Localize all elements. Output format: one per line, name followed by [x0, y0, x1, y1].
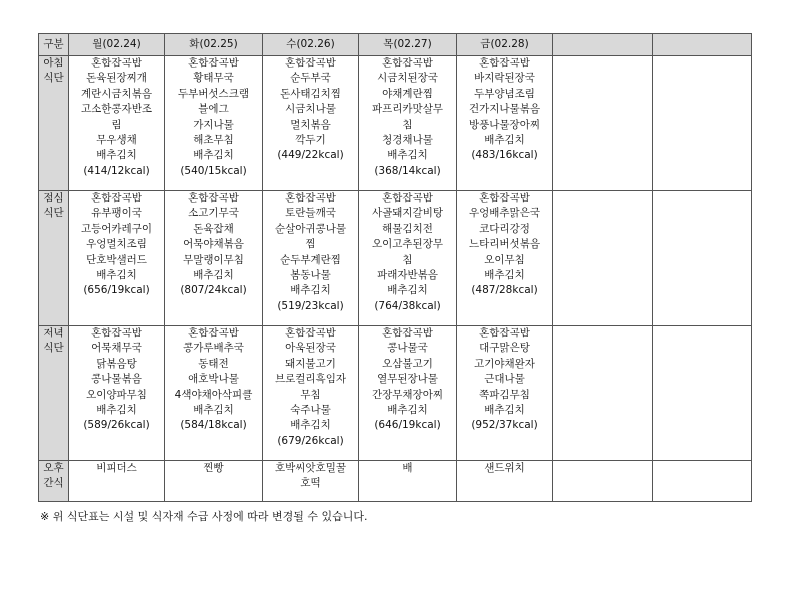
menu-item: 혼합잡곡밥 [479, 57, 530, 69]
menu-item: 배추김치 [290, 284, 331, 297]
header-corner: 구분 [39, 34, 69, 56]
menu-item: 어묵야채볶음 [183, 238, 244, 251]
menu-item: 해물김치전 [382, 222, 433, 235]
menu-item: 가지나물 [193, 118, 234, 131]
menu-item: 혼합잡곡밥 [382, 57, 433, 69]
menu-item: 혼합잡곡밥 [188, 192, 239, 204]
snack-item: 비피더스 [96, 462, 137, 474]
menu-item: 느타리버섯볶음 [468, 238, 540, 251]
snack-empty-2 [653, 461, 752, 502]
menu-item: 해초무침 [193, 134, 234, 147]
menu-item: 순살아귀콩나물 [274, 222, 346, 235]
menu-item: 배추김치 [484, 269, 525, 282]
menu-item: 혼합잡곡밥 [91, 57, 142, 69]
snack-wed [263, 461, 359, 502]
menu-item: 혼합잡곡밥 [91, 192, 142, 204]
menu-item: 바지락된장국 [474, 72, 535, 85]
menu-item: 배추김치 [96, 404, 137, 417]
header-row [39, 34, 752, 56]
menu-item: 순두부계란찜 [280, 253, 341, 266]
menu-item: 혼합잡곡밥 [285, 192, 336, 204]
menu-item: 혼합잡곡밥 [285, 327, 336, 339]
menu-item: 오이양파무침 [86, 388, 147, 401]
menu-item: 토란들깨국 [285, 207, 336, 220]
menu-item: 두부버섯스크램 [177, 87, 249, 100]
header-day-fri: 금(02.28) [457, 34, 553, 56]
menu-item: (807/24kcal) [180, 284, 247, 297]
menu-item: 멸치볶음 [290, 118, 331, 131]
menu-item: 오이무침 [484, 253, 525, 266]
menu-item: (368/14kcal) [374, 164, 441, 177]
menu-item: 배추김치 [193, 404, 234, 417]
breakfast-wed [263, 56, 359, 191]
menu-item: (449/22kcal) [277, 149, 344, 162]
menu-item: (519/23kcal) [277, 299, 344, 312]
menu-item: 돈사태김치찜 [280, 87, 341, 100]
menu-item: 배추김치 [387, 404, 428, 417]
menu-item: 배추김치 [290, 419, 331, 432]
menu-item: 열무된장나물 [377, 373, 438, 386]
snack-fri [457, 461, 553, 502]
menu-item: 혼합잡곡밥 [188, 57, 239, 69]
breakfast-label: 아침 식단 [39, 56, 69, 191]
menu-item: 무우생채 [96, 134, 137, 147]
breakfast-fri [457, 56, 553, 191]
menu-item: 시금치된장국 [377, 72, 438, 85]
menu-item: 고기야채완자 [474, 357, 535, 370]
menu-item: 찜 [305, 238, 316, 251]
snack-mon [69, 461, 165, 502]
dinner-label: 저녁 식단 [39, 326, 69, 461]
menu-item: 침 [402, 253, 413, 266]
lunch-mon [69, 191, 165, 326]
menu-item: 근대나물 [484, 373, 525, 386]
menu-item: (679/26kcal) [277, 434, 344, 447]
dinner-mon [69, 326, 165, 461]
snack-thu [359, 461, 457, 502]
dinner-wed [263, 326, 359, 461]
menu-item: 파래자반볶음 [377, 269, 438, 282]
menu-item: 혼합잡곡밥 [188, 327, 239, 339]
header-empty-2 [653, 34, 752, 56]
menu-item: 야채계란찜 [382, 87, 433, 100]
menu-item: 동태전 [198, 357, 229, 370]
header-day-mon: 월(02.24) [69, 34, 165, 56]
snack-item: 호박씨앗호밀꿀 [274, 462, 346, 474]
dinner-tue [165, 326, 263, 461]
menu-item: 침 [402, 118, 413, 131]
menu-item: 무침 [300, 388, 321, 401]
menu-item: 아욱된장국 [285, 342, 336, 355]
menu-item: 유부팽이국 [91, 207, 142, 220]
dinner-thu [359, 326, 457, 461]
menu-item: 소고기무국 [188, 207, 239, 220]
menu-item: 계란시금치볶음 [80, 87, 152, 100]
menu-item: 브로컬리흑임자 [274, 373, 346, 386]
menu-item: (589/26kcal) [83, 419, 150, 432]
menu-item: 돈육잡채 [193, 222, 234, 235]
menu-item: 청경채나물 [382, 134, 433, 147]
breakfast-mon [69, 56, 165, 191]
dinner-fri [457, 326, 553, 461]
footnote: ※ 위 식단표는 시설 및 식자재 수급 사정에 따라 변경될 수 있습니다. [40, 510, 368, 523]
menu-item: 콩나물볶음 [91, 373, 142, 386]
dinner-row [39, 326, 752, 461]
menu-item: 배추김치 [193, 269, 234, 282]
snack-empty-1 [553, 461, 653, 502]
snack-item: 샌드위치 [484, 462, 525, 474]
menu-item: (646/19kcal) [374, 419, 441, 432]
menu-item: 순두부국 [290, 72, 331, 85]
menu-item: 두부양념조림 [474, 87, 535, 100]
dinner-empty-1 [553, 326, 653, 461]
lunch-row [39, 191, 752, 326]
breakfast-row [39, 56, 752, 191]
menu-item: 배추김치 [193, 149, 234, 162]
menu-item: 단호박샐러드 [86, 253, 147, 266]
lunch-empty-1 [553, 191, 653, 326]
menu-item: 혼합잡곡밥 [479, 192, 530, 204]
snack-item: 찐빵 [203, 462, 224, 474]
menu-item: (414/12kcal) [83, 164, 150, 177]
lunch-tue [165, 191, 263, 326]
snack-tue [165, 461, 263, 502]
menu-item: 배추김치 [387, 284, 428, 297]
lunch-thu [359, 191, 457, 326]
menu-item: 닭볶음탕 [96, 357, 137, 370]
menu-item: 오이고추된장무 [371, 238, 443, 251]
lunch-label: 점심 식단 [39, 191, 69, 326]
menu-item: 숙주나물 [290, 404, 331, 417]
menu-item: 혼합잡곡밥 [382, 327, 433, 339]
menu-item: 배추김치 [96, 269, 137, 282]
menu-item: 고등어카레구이 [80, 222, 152, 235]
breakfast-tue [165, 56, 263, 191]
menu-item: (487/28kcal) [471, 284, 538, 297]
menu-item: 콩나물국 [387, 342, 428, 355]
menu-item: 림 [111, 118, 122, 131]
menu-item: 코다리강정 [479, 222, 530, 235]
menu-item: (584/18kcal) [180, 419, 247, 432]
snack-label: 오후 간식 [39, 461, 69, 502]
lunch-wed [263, 191, 359, 326]
menu-item: 건가지나물볶음 [468, 103, 540, 116]
header-day-thu: 목(02.27) [359, 34, 457, 56]
breakfast-empty-2 [653, 56, 752, 191]
menu-item: 방풍나물장아찌 [468, 118, 540, 131]
menu-item: (656/19kcal) [83, 284, 150, 297]
menu-item: 혼합잡곡밥 [479, 327, 530, 339]
lunch-fri [457, 191, 553, 326]
breakfast-empty-1 [553, 56, 653, 191]
menu-item: 오삼불고기 [382, 357, 433, 370]
menu-item: 블에그 [198, 103, 229, 116]
menu-item: 대구맑은탕 [479, 342, 530, 355]
menu-item: 돼지불고기 [285, 357, 336, 370]
snack-item: 배 [402, 462, 413, 474]
menu-item: 혼합잡곡밥 [285, 57, 336, 69]
menu-item: (483/16kcal) [471, 149, 538, 162]
menu-item: 무말랭이무침 [183, 253, 244, 266]
menu-item: 돈육된장찌개 [86, 72, 147, 85]
snack-row [39, 461, 752, 502]
menu-item: 애호박나물 [188, 373, 239, 386]
menu-item: 혼합잡곡밥 [382, 192, 433, 204]
menu-item: 황태무국 [193, 72, 234, 85]
menu-item: (540/15kcal) [180, 164, 247, 177]
dinner-empty-2 [653, 326, 752, 461]
menu-item: 4색야채아삭피클 [174, 388, 253, 401]
header-day-wed: 수(02.26) [263, 34, 359, 56]
menu-item: 우엉멸치조림 [86, 238, 147, 251]
menu-item: 혼합잡곡밥 [91, 327, 142, 339]
menu-item: 시금치나물 [285, 103, 336, 116]
menu-item: 배추김치 [484, 404, 525, 417]
header-day-tue: 화(02.25) [165, 34, 263, 56]
menu-item: (764/38kcal) [374, 299, 441, 312]
menu-item: 배추김치 [387, 149, 428, 162]
breakfast-thu [359, 56, 457, 191]
lunch-empty-2 [653, 191, 752, 326]
menu-item: 어묵채무국 [91, 342, 142, 355]
menu-item: 깍두기 [295, 134, 326, 147]
menu-item: 우엉배추맑은국 [468, 207, 540, 220]
menu-item: 파프리카맛살무 [371, 103, 443, 116]
menu-item: 고소한콩자반조 [80, 103, 152, 116]
menu-item: 쪽파김무침 [479, 388, 530, 401]
menu-item: 간장무채장아찌 [371, 388, 443, 401]
snack-item: 호떡 [300, 477, 321, 490]
menu-item: 사골돼지갈비탕 [371, 207, 443, 220]
header-empty-1 [553, 34, 653, 56]
meal-plan-table [38, 33, 752, 502]
menu-item: 봄동나물 [290, 269, 331, 282]
menu-item: 콩가루배추국 [183, 342, 244, 355]
menu-item: (952/37kcal) [471, 419, 538, 432]
menu-item: 배추김치 [484, 134, 525, 147]
menu-item: 배추김치 [96, 149, 137, 162]
menu-sheet [38, 33, 752, 502]
